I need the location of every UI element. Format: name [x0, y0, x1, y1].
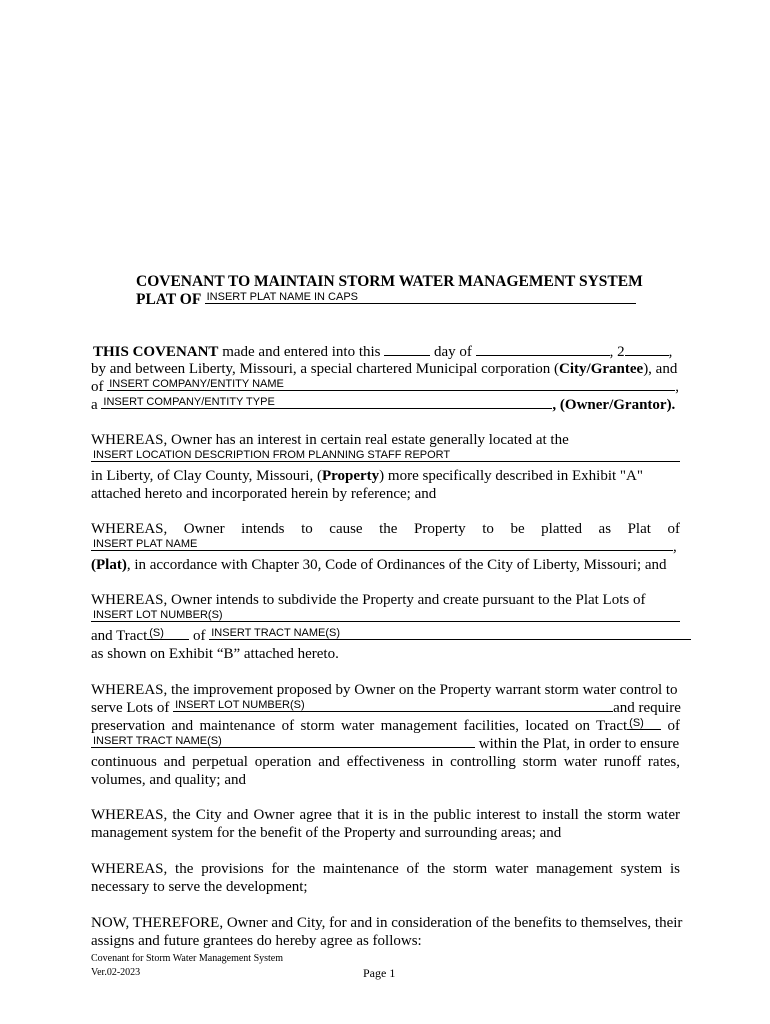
- intro-a: a: [91, 397, 98, 413]
- month-blank[interactable]: [476, 342, 610, 356]
- whereas-4-line-4: [91, 735, 679, 753]
- whereas-4-require: and require: [613, 700, 681, 716]
- tract-s-field-2[interactable]: (S): [627, 717, 661, 730]
- whereas-4-line-4-b: within the Plat, in order to ensure: [478, 736, 680, 752]
- whereas-3-tract: and Tract: [91, 628, 148, 644]
- whereas-1-line-3-a: in Liberty, of Clay County, Missouri, (: [91, 468, 322, 484]
- whereas-3-line-1: WHEREAS, Owner intends to subdivide the Property and create pursuant to the Plat Lots of: [91, 592, 646, 608]
- whereas-3-of: of: [193, 628, 206, 644]
- plat-bold: (Plat): [91, 557, 127, 573]
- company-type-field[interactable]: INSERT COMPANY/ENTITY TYPE: [101, 396, 552, 409]
- whereas-2-word: platted: [541, 521, 582, 537]
- footer-doc-name: Covenant for Storm Water Management System: [91, 953, 284, 964]
- plat-name-field[interactable]: INSERT PLAT NAME IN CAPS: [205, 291, 636, 304]
- whereas-6-line-1: WHEREAS, the provisions for the maintenance of the storm water management system is: [91, 861, 680, 877]
- whereas-4-line-3-b: of: [667, 718, 681, 734]
- day-blank[interactable]: [384, 342, 430, 356]
- whereas-4-line-2: [91, 699, 681, 717]
- whereas-2-word: Owner: [183, 521, 225, 537]
- therefore-line-1: NOW, THEREFORE, Owner and City, for and in consideration of the benefits to themselves, their: [91, 915, 683, 931]
- page-number: Page 1: [363, 966, 396, 980]
- whereas-4-line-1: WHEREAS, the improvement proposed by Owner on the Property warrant storm water control to: [91, 682, 678, 698]
- owner-grantor: , (Owner/Grantor).: [552, 397, 676, 413]
- intro-lead: THIS COVENANT: [93, 344, 219, 360]
- intro-line-4: [91, 396, 675, 414]
- whereas-2-comma: ,: [673, 539, 677, 555]
- whereas-2-word: as: [598, 521, 612, 537]
- whereas-1-line-2: [91, 449, 680, 467]
- tract-name-field-2[interactable]: INSERT TRACT NAME(S): [91, 735, 475, 748]
- whereas-4-line-5: continuous and perpetual operation and effectiveness in controlling storm water runoff rates,: [91, 754, 680, 770]
- plat-prefix: PLAT OF: [136, 291, 201, 308]
- intro-line-2-end: ), and: [643, 361, 678, 377]
- whereas-4-serve: serve Lots of: [91, 700, 170, 716]
- intro-line-2: [91, 360, 677, 378]
- intro-of: of: [91, 379, 104, 395]
- whereas-2-line-2: [91, 538, 677, 556]
- intro-line-3-end: ,: [675, 379, 679, 395]
- whereas-6-line-2: necessary to serve the development;: [91, 879, 308, 895]
- whereas-4-line-6: volumes, and quality; and: [91, 772, 246, 788]
- whereas-2-word: of: [667, 521, 680, 537]
- whereas-1-line-1: WHEREAS, Owner has an interest in certain real estate generally located at the: [91, 432, 569, 448]
- whereas-2-word: be: [510, 521, 525, 537]
- whereas-2-word: WHEREAS,: [91, 521, 168, 537]
- intro-end-comma: ,: [668, 344, 673, 360]
- whereas-2-line-1: [91, 520, 680, 538]
- whereas-2-line-3: [91, 556, 667, 574]
- whereas-5-line-1: WHEREAS, the City and Owner agree that it is in the public interest to install the storm water: [91, 807, 680, 823]
- plat-line: [136, 291, 636, 309]
- tract-name-field[interactable]: INSERT TRACT NAME(S): [209, 627, 691, 640]
- year-blank[interactable]: [625, 342, 669, 356]
- intro-line-3: [91, 378, 679, 396]
- whereas-2-word: Property: [414, 521, 466, 537]
- whereas-2-word: the: [379, 521, 398, 537]
- intro-year-prefix: , 2: [609, 344, 625, 360]
- intro-made: made and entered into this: [222, 344, 381, 360]
- whereas-1-line-4: attached hereto and incorporated herein by reference; and: [91, 486, 437, 502]
- intro-line-1: [93, 342, 672, 361]
- company-name-field[interactable]: INSERT COMPANY/ENTITY NAME: [107, 378, 675, 391]
- document-title: COVENANT TO MAINTAIN STORM WATER MANAGEMENT SYSTEM: [136, 273, 643, 290]
- whereas-3-line-3: [91, 627, 691, 645]
- therefore-line-2: assigns and future grantees do hereby agree as follows:: [91, 933, 422, 949]
- lot-number-field[interactable]: INSERT LOT NUMBER(S): [91, 609, 680, 622]
- whereas-1-line-3-b: ) more specifically described in Exhibit "A": [379, 468, 644, 484]
- whereas-2-word: to: [482, 521, 494, 537]
- whereas-1-line-3: [91, 467, 643, 485]
- intro-day-of: day of: [434, 344, 472, 360]
- footer-version: Ver.02-2023: [91, 967, 141, 978]
- whereas-2-word: intends: [241, 521, 285, 537]
- lot-number-field-2[interactable]: INSERT LOT NUMBER(S): [173, 699, 613, 712]
- property-bold: Property: [321, 468, 380, 484]
- tract-s-field[interactable]: (S): [147, 627, 189, 640]
- whereas-3-line-2: [91, 609, 680, 627]
- plat-name-field-2[interactable]: INSERT PLAT NAME: [91, 538, 673, 551]
- intro-line-2-text: by and between Liberty, Missouri, a special chartered Municipal corporation (: [91, 361, 560, 377]
- whereas-4-line-3: [91, 717, 680, 735]
- location-description-field[interactable]: INSERT LOCATION DESCRIPTION FROM PLANNING STAFF REPORT: [91, 449, 680, 462]
- whereas-2-word: to: [301, 521, 313, 537]
- whereas-2-line-3-text: , in accordance with Chapter 30, Code of Ordinances of the City of Liberty, Missouri; and: [126, 557, 667, 573]
- whereas-3-line-4: as shown on Exhibit “B” attached hereto.: [91, 646, 339, 662]
- city-grantee: City/Grantee: [559, 361, 644, 377]
- whereas-2-word: Plat: [627, 521, 651, 537]
- whereas-4-line-3-a: preservation and maintenance of storm water management facilities, located on Tract: [91, 718, 628, 734]
- whereas-5-line-2: management system for the benefit of the Property and surrounding areas; and: [91, 825, 562, 841]
- whereas-2-word: cause: [329, 521, 363, 537]
